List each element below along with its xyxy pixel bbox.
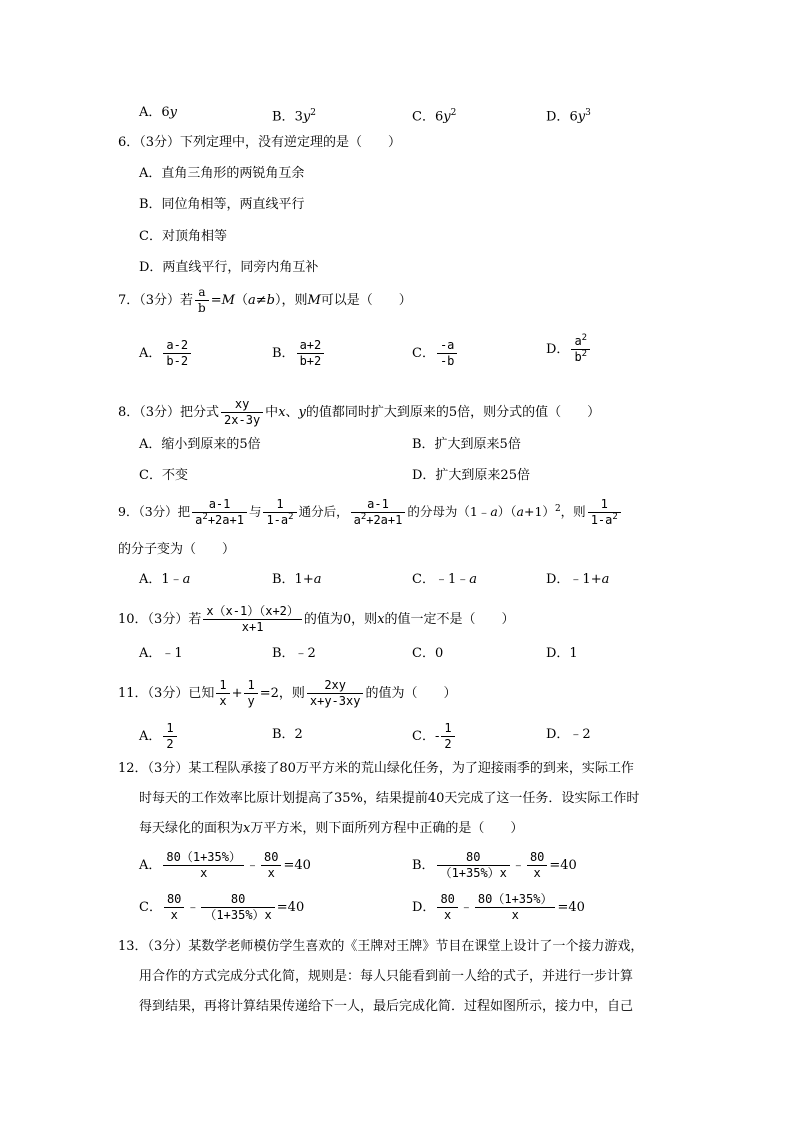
q12-stem-line3 <box>139 820 523 838</box>
frac-den: -b <box>439 354 455 368</box>
term-1 <box>437 892 457 923</box>
q6-option-d: D．两直线平行，同旁内角互补 <box>139 260 319 275</box>
frac-den <box>192 513 247 528</box>
option-label: C． <box>412 109 435 125</box>
frac-den: （1+35%）x <box>204 908 272 922</box>
option-coef: 6 <box>569 109 578 125</box>
frac-den: 2 <box>166 737 174 751</box>
option-label: C． <box>412 729 435 744</box>
option-label: A． <box>139 729 162 744</box>
q7-var-m2: M <box>307 293 321 308</box>
eq: =40 <box>549 858 577 873</box>
option-coef: 6 <box>161 105 170 120</box>
q9-and: 与 <box>248 504 262 519</box>
q9-stem <box>118 497 623 528</box>
option-var: y <box>577 109 586 125</box>
term-1 <box>437 850 510 881</box>
option-fraction <box>571 334 590 365</box>
frac-den: x <box>219 694 227 708</box>
frac-num: -a <box>437 338 457 354</box>
q10-stem <box>118 604 515 635</box>
frac-num: 80 <box>527 850 547 866</box>
q9-option-c <box>412 571 477 589</box>
den-exp: 2 <box>360 512 367 522</box>
q9-mid: 通分后， <box>298 504 349 519</box>
option-label: D． <box>546 109 570 125</box>
q5-option-b <box>272 104 316 126</box>
frac-den: b <box>198 301 206 315</box>
q9-option-d <box>546 571 609 589</box>
frac-num: 2xy <box>307 678 364 694</box>
frac-den: x <box>533 866 541 880</box>
frac-num: 80 <box>437 850 510 866</box>
den-rest: +2a+1 <box>207 513 244 527</box>
op: ﹣ <box>459 900 473 915</box>
q8-option-d: D．扩大到原来25倍 <box>412 468 530 483</box>
q10-option-b: B．﹣2 <box>272 646 316 661</box>
q9-mid3: ）（ <box>497 504 517 519</box>
q10-var-x: x <box>377 612 385 627</box>
option-exp: 2 <box>450 108 457 118</box>
q11-option-d: D．﹣2 <box>546 727 591 742</box>
q7-fraction <box>195 285 209 316</box>
eq: =40 <box>283 858 311 873</box>
option-fraction <box>437 338 457 369</box>
den-rest: +2a+1 <box>366 513 403 527</box>
frac-num: a+2 <box>297 338 325 354</box>
frac-num: 1 <box>441 721 454 737</box>
frac-den: x+y-3xy <box>309 694 361 708</box>
q13-stem-line2: 用合作的方式完成分式化简，规则是：每人只能看到前一人给的式子，并进行一步计算 <box>139 969 634 984</box>
q7-paren: （ <box>234 293 248 308</box>
q11-fraction-1 <box>216 678 229 709</box>
num-exp: 2 <box>581 333 588 343</box>
q8-option-c: C．不变 <box>139 468 188 483</box>
option-coef: 6 <box>434 109 444 125</box>
q11-option-b: B．2 <box>272 727 303 742</box>
q13-stem-line3: 得到结果，再将计算结果传递给下一人，最后完成化简．过程如图所示，接力中，自己 <box>139 999 634 1014</box>
frac-den: x <box>267 866 275 880</box>
q11-fraction-3 <box>307 678 364 709</box>
q8-var-x: x <box>278 405 286 420</box>
frac-num: 80 <box>164 892 184 908</box>
term-2 <box>527 850 547 881</box>
q9-mid2: 的分母为（1﹣ <box>407 504 491 519</box>
q6-option-c: C．对顶角相等 <box>139 229 227 244</box>
frac-den: x <box>170 908 178 922</box>
q7-option-c <box>412 338 459 369</box>
q10-mid: 的值为0，则 <box>303 612 378 627</box>
q5-option-d <box>546 104 591 126</box>
q12-option-a <box>139 850 311 881</box>
frac-den: 2 <box>444 737 452 751</box>
frac-num: a <box>195 285 209 301</box>
eq: =40 <box>276 900 305 915</box>
option-fraction <box>163 721 176 752</box>
q9-exp: 2 <box>554 503 561 514</box>
q7-option-b <box>272 338 326 369</box>
den-exp: 2 <box>288 512 294 522</box>
q10-option-d: D．1 <box>546 646 578 661</box>
option-label: C． <box>412 346 435 361</box>
frac-num: 80 <box>261 850 281 866</box>
q8-var-y: y <box>298 405 306 420</box>
q8-option-a: A．缩小到原来的5倍 <box>139 437 261 452</box>
q12-var-x: x <box>243 821 251 836</box>
q11-plus: + <box>231 686 243 701</box>
q7-prefix: 7．（3分）若 <box>118 293 194 308</box>
q9-option-b <box>272 571 321 589</box>
q7-eq: = <box>210 293 222 308</box>
eq: =40 <box>557 900 585 915</box>
frac-num: 80 <box>437 892 457 908</box>
option-var: a <box>182 572 191 587</box>
q11-option-a <box>139 721 179 752</box>
term-2 <box>261 850 281 881</box>
q9-mid5: ，则 <box>560 504 586 519</box>
q11-suffix: 的值为（ ） <box>365 686 457 701</box>
option-coef: 3 <box>294 109 303 125</box>
frac-num: 1 <box>263 497 296 513</box>
q7-var-m: M <box>221 293 235 308</box>
den-exp: 2 <box>202 512 208 522</box>
den-base: b <box>574 350 582 364</box>
frac-den: x <box>444 908 452 922</box>
frac-num: xy <box>221 397 263 413</box>
option-fraction <box>441 721 454 752</box>
frac-den: 2x-3y <box>224 413 261 427</box>
op: ﹣ <box>186 900 200 915</box>
q5-option-c <box>412 104 456 126</box>
frac-den <box>351 513 406 528</box>
q12-option-d <box>412 892 585 923</box>
q9-fraction-2 <box>263 497 296 528</box>
q6-option-a: A．直角三角形的两锐角互余 <box>139 166 305 181</box>
frac-den: x+1 <box>241 620 264 634</box>
frac-den <box>588 513 621 528</box>
option-var: a <box>469 572 477 587</box>
frac-den: b-2 <box>166 354 189 368</box>
den-exp: 2 <box>612 512 618 522</box>
option-var: a <box>313 572 322 587</box>
q11-stem <box>118 678 456 709</box>
q10-fraction <box>203 604 302 635</box>
q12-stem-line2: 时每天的工作效率比原计划提高了35%，结果提前40天完成了这一任务．设实际工作时 <box>139 791 640 806</box>
option-neg: - <box>434 729 440 744</box>
q11-prefix: 11．（3分）已知 <box>118 686 215 701</box>
q9-fraction-1 <box>192 497 247 528</box>
q7-cond: a≠b <box>247 293 275 308</box>
q10-option-a: A．﹣1 <box>139 646 183 661</box>
frac-num: a-2 <box>163 338 191 354</box>
q8-stem <box>118 397 600 428</box>
frac-num: a-1 <box>192 497 247 513</box>
op: ﹣ <box>245 858 259 873</box>
den-base: 1-a <box>590 513 613 527</box>
q11-mid: =2，则 <box>259 686 305 701</box>
q6-stem: 6．（3分）下列定理中，没有逆定理的是（ ） <box>118 135 402 150</box>
q13-stem-line1: 13．（3分）某数学老师模仿学生喜欢的《王牌对王牌》节目在课堂上设计了一个接力游戏， <box>118 939 644 954</box>
frac-num: 80 <box>201 892 274 908</box>
frac-num <box>571 334 590 350</box>
option-label: A． <box>139 858 162 873</box>
option-exp: 3 <box>585 108 591 118</box>
option-label: D．﹣1+ <box>546 572 602 587</box>
q8-fraction <box>221 397 263 428</box>
option-fraction <box>163 338 191 369</box>
frac-num: x（x-1）（x+2） <box>203 604 302 620</box>
den-base: a <box>353 513 361 527</box>
option-label: A． <box>139 105 162 120</box>
term-2 <box>201 892 274 923</box>
q7-option-a <box>139 338 193 369</box>
q9-mid4: +1） <box>524 504 555 519</box>
q11-fraction-2 <box>244 678 257 709</box>
q7-paren-close: ），则 <box>274 293 308 308</box>
q8-sep: 、 <box>285 405 299 420</box>
frac-den: （1+35%）x <box>439 866 507 880</box>
frac-num: 1 <box>244 678 257 694</box>
frac-num: 1 <box>163 721 176 737</box>
q10-suffix: 的值一定不是（ ） <box>384 612 515 627</box>
q12-option-c <box>139 892 304 923</box>
den-base: 1-a <box>266 513 289 527</box>
q8-prefix: 8．（3分）把分式 <box>118 405 220 420</box>
q12-stem-line1: 12．（3分）某工程队承接了80万平方米的荒山绿化任务，为了迎接雨季的到来，实际工作 <box>118 761 634 776</box>
op: ﹣ <box>511 858 525 873</box>
frac-den: x <box>511 908 519 922</box>
q8-option-b: B．扩大到原来5倍 <box>412 437 521 452</box>
q7-stem <box>118 285 412 316</box>
option-label: A． <box>139 346 162 361</box>
den-base: a <box>195 513 203 527</box>
option-label: D． <box>546 342 570 357</box>
num-base: a <box>574 334 582 348</box>
frac-num: a-1 <box>351 497 406 513</box>
q5-option-a <box>139 104 177 122</box>
option-label: B． <box>412 858 435 873</box>
frac-den: b+2 <box>299 354 322 368</box>
option-fraction <box>297 338 325 369</box>
q11-option-c <box>412 721 457 752</box>
den-exp: 2 <box>581 349 588 359</box>
frac-num: 80（1+35%） <box>475 892 556 908</box>
frac-den <box>263 513 296 528</box>
frac-den <box>571 350 590 365</box>
option-label: C． <box>139 900 162 915</box>
q10-prefix: 10．（3分）若 <box>118 612 202 627</box>
q12-line3-b: 万平方米，则下面所列方程中正确的是（ ） <box>250 821 524 836</box>
q6-option-b: B．同位角相等，两直线平行 <box>139 197 305 212</box>
frac-den: y <box>247 694 255 708</box>
q9-prefix: 9．（3分）把 <box>118 504 191 519</box>
q9-var-a: a <box>490 504 498 519</box>
option-var: y <box>302 109 311 125</box>
q9-stem-line2: 的分子变为（ ） <box>118 542 236 557</box>
q8-suffix: 的值都同时扩大到原来的5倍，则分式的值（ ） <box>305 405 601 420</box>
q9-fraction-4 <box>588 497 621 528</box>
q7-suffix: 可以是（ ） <box>320 293 412 308</box>
option-label: D． <box>412 900 436 915</box>
frac-num: 1 <box>588 497 621 513</box>
term-1 <box>163 850 244 881</box>
term-1 <box>164 892 184 923</box>
option-var: y <box>169 105 178 120</box>
option-label: A．1﹣ <box>139 572 183 587</box>
frac-num: 80（1+35%） <box>163 850 244 866</box>
q9-fraction-3 <box>351 497 406 528</box>
option-exp: 2 <box>310 108 316 118</box>
q9-option-a <box>139 571 190 589</box>
frac-num: 1 <box>216 678 229 694</box>
q12-option-b <box>412 850 577 881</box>
q10-option-c: C．0 <box>412 646 444 661</box>
option-label: B． <box>272 109 295 125</box>
option-label: B．1+ <box>272 572 314 587</box>
q9-var-a: a <box>516 504 524 519</box>
term-2 <box>475 892 556 923</box>
q12-line3-a: 每天绿化的面积为 <box>139 821 244 836</box>
option-label: B． <box>272 346 295 361</box>
q8-mid: 中 <box>265 405 279 420</box>
q7-option-d <box>546 334 592 365</box>
option-var: a <box>601 572 610 587</box>
option-label: C．﹣1﹣ <box>412 572 470 587</box>
frac-den: x <box>200 866 208 880</box>
option-var: y <box>443 109 451 125</box>
